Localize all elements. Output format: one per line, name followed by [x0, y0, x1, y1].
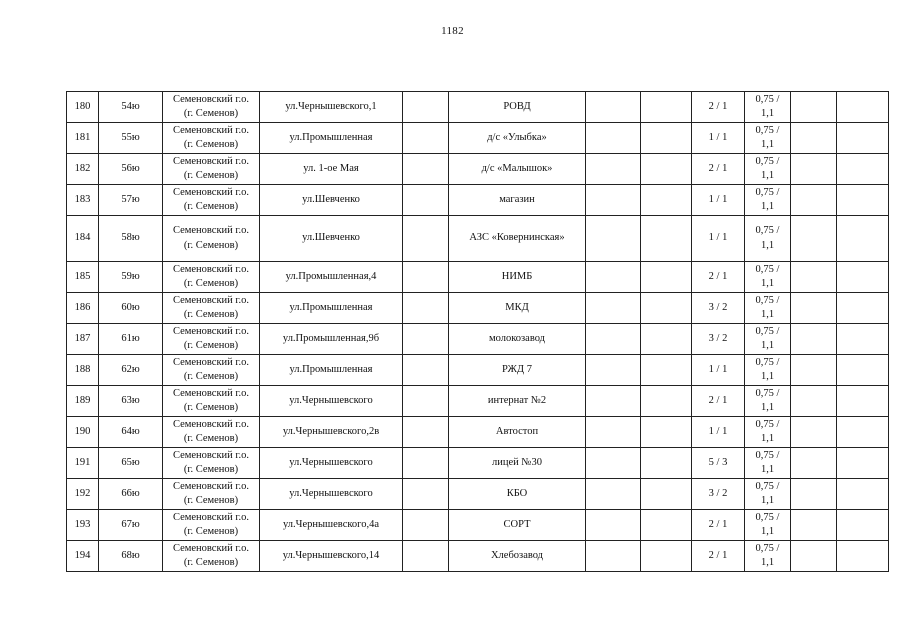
district-cell-line: Семеновский г.о. — [172, 325, 250, 337]
row-number-cell: 185 — [67, 262, 99, 293]
object-cell: АЗС «Ковернинская» — [449, 216, 586, 262]
district-cell-line: (г. Семенов) — [183, 433, 239, 444]
table-row — [67, 417, 889, 448]
empty-cell — [586, 541, 641, 572]
empty-cell — [641, 386, 692, 417]
table-row — [67, 262, 889, 293]
ratio-cell: 2 / 1 — [692, 510, 745, 541]
coefficient-cell-line: 1,1 — [760, 201, 775, 212]
ratio-cell: 3 / 2 — [692, 293, 745, 324]
empty-cell — [586, 262, 641, 293]
empty-cell — [791, 386, 837, 417]
coefficient-cell-line: 0,75 / — [755, 418, 780, 430]
code-cell: 58ю — [99, 216, 163, 262]
code-cell: 63ю — [99, 386, 163, 417]
coefficient-cell-line: 1,1 — [760, 239, 775, 251]
coefficient-cell-line: 0,75 / — [755, 387, 780, 399]
coefficient-cell — [745, 448, 791, 479]
data-table — [66, 91, 889, 572]
coefficient-cell — [745, 479, 791, 510]
empty-cell — [837, 262, 889, 293]
coefficient-cell-line: 0,75 / — [755, 449, 780, 461]
coefficient-cell — [745, 216, 791, 262]
coefficient-cell-line: 1,1 — [760, 108, 775, 119]
table-row — [67, 541, 889, 572]
empty-cell — [586, 386, 641, 417]
district-cell-line: (г. Семенов) — [183, 278, 239, 289]
district-cell-line: (г. Семенов) — [183, 371, 239, 382]
district-cell-line: Семеновский г.о. — [172, 155, 250, 167]
table-row — [67, 123, 889, 154]
coefficient-cell-line: 0,75 / — [755, 93, 780, 105]
empty-cell — [403, 216, 449, 262]
empty-cell — [641, 92, 692, 123]
district-cell-line: Семеновский г.о. — [172, 186, 250, 198]
coefficient-cell-line: 0,75 / — [755, 294, 780, 306]
address-cell: ул.Шевченко — [260, 185, 403, 216]
empty-cell — [403, 123, 449, 154]
row-number-cell: 194 — [67, 541, 99, 572]
coefficient-cell — [745, 293, 791, 324]
district-cell-line: Семеновский г.о. — [172, 511, 250, 523]
empty-cell — [837, 154, 889, 185]
code-cell: 60ю — [99, 293, 163, 324]
district-cell-line: Семеновский г.о. — [172, 124, 250, 136]
address-cell: ул.Промышленная,9б — [260, 324, 403, 355]
empty-cell — [837, 355, 889, 386]
empty-cell — [403, 417, 449, 448]
table-row — [67, 92, 889, 123]
district-cell-line: (г. Семенов) — [183, 526, 239, 537]
object-cell: лицей №30 — [449, 448, 586, 479]
code-cell: 65ю — [99, 448, 163, 479]
coefficient-cell — [745, 123, 791, 154]
row-number-cell: 193 — [67, 510, 99, 541]
empty-cell — [586, 510, 641, 541]
district-cell-line: Семеновский г.о. — [172, 480, 250, 492]
code-cell: 62ю — [99, 355, 163, 386]
address-cell: ул.Промышленная — [260, 293, 403, 324]
coefficient-cell-line: 0,75 / — [755, 186, 780, 198]
empty-cell — [403, 448, 449, 479]
coefficient-cell-line: 0,75 / — [755, 542, 780, 554]
empty-cell — [791, 123, 837, 154]
district-cell-line: (г. Семенов) — [183, 201, 239, 212]
empty-cell — [641, 293, 692, 324]
row-number-cell: 183 — [67, 185, 99, 216]
district-cell — [163, 92, 260, 123]
district-cell-line: Семеновский г.о. — [172, 387, 250, 399]
district-cell — [163, 293, 260, 324]
district-cell-line: Семеновский г.о. — [172, 356, 250, 368]
ratio-cell: 1 / 1 — [692, 185, 745, 216]
district-cell-line: (г. Семенов) — [183, 108, 239, 119]
empty-cell — [403, 324, 449, 355]
table-row — [67, 324, 889, 355]
district-cell-line: Семеновский г.о. — [172, 542, 250, 554]
coefficient-cell-line: 1,1 — [760, 139, 775, 150]
address-cell: ул.Промышленная — [260, 355, 403, 386]
code-cell: 56ю — [99, 154, 163, 185]
coefficient-cell-line: 1,1 — [760, 402, 775, 413]
empty-cell — [791, 216, 837, 262]
code-cell: 59ю — [99, 262, 163, 293]
coefficient-cell-line: 1,1 — [760, 557, 775, 568]
object-cell: д/с «Улыбка» — [449, 123, 586, 154]
address-cell: ул.Промышленная,4 — [260, 262, 403, 293]
object-cell: МКД — [449, 293, 586, 324]
object-cell: РЖД 7 — [449, 355, 586, 386]
address-cell: ул.Чернышевского — [260, 386, 403, 417]
empty-cell — [641, 262, 692, 293]
ratio-cell: 1 / 1 — [692, 355, 745, 386]
row-number-cell: 191 — [67, 448, 99, 479]
coefficient-cell-line: 1,1 — [760, 495, 775, 506]
district-cell — [163, 324, 260, 355]
table-body — [67, 92, 889, 572]
empty-cell — [586, 123, 641, 154]
address-cell: ул.Промышленная — [260, 123, 403, 154]
district-cell-line: Семеновский г.о. — [172, 418, 250, 430]
coefficient-cell-line: 0,75 / — [755, 325, 780, 337]
ratio-cell: 1 / 1 — [692, 417, 745, 448]
empty-cell — [403, 92, 449, 123]
coefficient-cell — [745, 355, 791, 386]
empty-cell — [791, 324, 837, 355]
district-cell — [163, 262, 260, 293]
address-cell: ул.Чернышевского — [260, 479, 403, 510]
district-cell-line: (г. Семенов) — [183, 402, 239, 413]
empty-cell — [586, 479, 641, 510]
empty-cell — [791, 510, 837, 541]
empty-cell — [837, 185, 889, 216]
code-cell: 66ю — [99, 479, 163, 510]
empty-cell — [403, 386, 449, 417]
row-number-cell: 188 — [67, 355, 99, 386]
address-cell: ул.Чернышевского — [260, 448, 403, 479]
district-cell — [163, 541, 260, 572]
table-row — [67, 216, 889, 262]
empty-cell — [403, 355, 449, 386]
district-cell-line: (г. Семенов) — [183, 495, 239, 506]
district-cell — [163, 154, 260, 185]
empty-cell — [403, 185, 449, 216]
code-cell: 55ю — [99, 123, 163, 154]
empty-cell — [837, 448, 889, 479]
empty-cell — [586, 216, 641, 262]
empty-cell — [403, 479, 449, 510]
coefficient-cell-line: 0,75 / — [755, 480, 780, 492]
coefficient-cell-line: 1,1 — [760, 309, 775, 320]
empty-cell — [586, 324, 641, 355]
object-cell: СОРТ — [449, 510, 586, 541]
code-cell: 64ю — [99, 417, 163, 448]
row-number-cell: 192 — [67, 479, 99, 510]
empty-cell — [641, 123, 692, 154]
coefficient-cell — [745, 154, 791, 185]
district-cell-line: (г. Семенов) — [183, 309, 239, 320]
empty-cell — [403, 541, 449, 572]
address-cell: ул.Чернышевского,4а — [260, 510, 403, 541]
district-cell — [163, 479, 260, 510]
object-cell: д/с «Малышок» — [449, 154, 586, 185]
empty-cell — [586, 293, 641, 324]
district-cell-line: Семеновский г.о. — [172, 225, 250, 236]
object-cell: магазин — [449, 185, 586, 216]
table-row — [67, 293, 889, 324]
ratio-cell: 2 / 1 — [692, 92, 745, 123]
empty-cell — [837, 510, 889, 541]
district-cell-line: Семеновский г.о. — [172, 449, 250, 461]
empty-cell — [586, 355, 641, 386]
empty-cell — [586, 92, 641, 123]
empty-cell — [791, 448, 837, 479]
table-row — [67, 154, 889, 185]
row-number-cell: 186 — [67, 293, 99, 324]
empty-cell — [641, 216, 692, 262]
empty-cell — [791, 417, 837, 448]
table-row — [67, 386, 889, 417]
empty-cell — [586, 154, 641, 185]
object-cell: НИМБ — [449, 262, 586, 293]
coefficient-cell — [745, 92, 791, 123]
coefficient-cell-line: 0,75 / — [755, 225, 780, 236]
coefficient-cell — [745, 510, 791, 541]
empty-cell — [641, 510, 692, 541]
table-row — [67, 355, 889, 386]
address-cell: ул. 1-ое Мая — [260, 154, 403, 185]
coefficient-cell — [745, 417, 791, 448]
district-cell-line: (г. Семенов) — [183, 170, 239, 181]
object-cell: Автостоп — [449, 417, 586, 448]
object-cell: молокозавод — [449, 324, 586, 355]
empty-cell — [403, 510, 449, 541]
ratio-cell: 5 / 3 — [692, 448, 745, 479]
district-cell — [163, 510, 260, 541]
coefficient-cell — [745, 324, 791, 355]
object-cell: КБО — [449, 479, 586, 510]
district-cell-line: (г. Семенов) — [183, 239, 239, 251]
code-cell: 57ю — [99, 185, 163, 216]
ratio-cell: 2 / 1 — [692, 541, 745, 572]
page-number: 1182 — [441, 25, 464, 37]
coefficient-cell — [745, 262, 791, 293]
district-cell — [163, 355, 260, 386]
empty-cell — [837, 479, 889, 510]
ratio-cell: 3 / 2 — [692, 479, 745, 510]
empty-cell — [791, 92, 837, 123]
code-cell: 68ю — [99, 541, 163, 572]
district-cell-line: Семеновский г.о. — [172, 294, 250, 306]
district-cell-line: (г. Семенов) — [183, 464, 239, 475]
coefficient-cell-line: 1,1 — [760, 526, 775, 537]
district-cell-line: Семеновский г.о. — [172, 93, 250, 105]
district-cell — [163, 216, 260, 262]
district-cell-line: (г. Семенов) — [183, 139, 239, 150]
empty-cell — [403, 262, 449, 293]
empty-cell — [837, 324, 889, 355]
coefficient-cell-line: 0,75 / — [755, 511, 780, 523]
address-cell: ул.Шевченко — [260, 216, 403, 262]
code-cell: 54ю — [99, 92, 163, 123]
address-cell: ул.Чернышевского,14 — [260, 541, 403, 572]
empty-cell — [586, 185, 641, 216]
empty-cell — [791, 355, 837, 386]
coefficient-cell-line: 0,75 / — [755, 356, 780, 368]
empty-cell — [641, 417, 692, 448]
district-cell — [163, 123, 260, 154]
empty-cell — [837, 293, 889, 324]
empty-cell — [837, 417, 889, 448]
empty-cell — [641, 448, 692, 479]
coefficient-cell-line: 1,1 — [760, 278, 775, 289]
empty-cell — [791, 541, 837, 572]
ratio-cell: 3 / 2 — [692, 324, 745, 355]
ratio-cell: 1 / 1 — [692, 123, 745, 154]
coefficient-cell-line: 1,1 — [760, 170, 775, 181]
table-row — [67, 510, 889, 541]
coefficient-cell-line: 1,1 — [760, 433, 775, 444]
coefficient-cell-line: 0,75 / — [755, 124, 780, 136]
coefficient-cell — [745, 386, 791, 417]
row-number-cell: 190 — [67, 417, 99, 448]
empty-cell — [403, 293, 449, 324]
empty-cell — [791, 293, 837, 324]
coefficient-cell-line: 1,1 — [760, 371, 775, 382]
district-cell-line: Семеновский г.о. — [172, 263, 250, 275]
empty-cell — [641, 154, 692, 185]
code-cell: 61ю — [99, 324, 163, 355]
district-cell — [163, 386, 260, 417]
empty-cell — [837, 123, 889, 154]
empty-cell — [586, 448, 641, 479]
district-cell-line: (г. Семенов) — [183, 340, 239, 351]
table-row — [67, 448, 889, 479]
district-cell-line: (г. Семенов) — [183, 557, 239, 568]
row-number-cell: 184 — [67, 216, 99, 262]
empty-cell — [586, 417, 641, 448]
empty-cell — [403, 154, 449, 185]
row-number-cell: 187 — [67, 324, 99, 355]
table-row — [67, 479, 889, 510]
empty-cell — [641, 324, 692, 355]
district-cell — [163, 185, 260, 216]
empty-cell — [837, 541, 889, 572]
coefficient-cell-line: 1,1 — [760, 464, 775, 475]
coefficient-cell — [745, 541, 791, 572]
table-row — [67, 185, 889, 216]
empty-cell — [837, 216, 889, 262]
empty-cell — [791, 154, 837, 185]
ratio-cell: 1 / 1 — [692, 216, 745, 262]
empty-cell — [791, 479, 837, 510]
code-cell: 67ю — [99, 510, 163, 541]
ratio-cell: 2 / 1 — [692, 386, 745, 417]
object-cell: интернат №2 — [449, 386, 586, 417]
ratio-cell: 2 / 1 — [692, 262, 745, 293]
coefficient-cell-line: 0,75 / — [755, 155, 780, 167]
district-cell — [163, 448, 260, 479]
empty-cell — [791, 185, 837, 216]
empty-cell — [641, 541, 692, 572]
coefficient-cell — [745, 185, 791, 216]
row-number-cell: 181 — [67, 123, 99, 154]
object-cell: Хлебозавод — [449, 541, 586, 572]
empty-cell — [791, 262, 837, 293]
row-number-cell: 189 — [67, 386, 99, 417]
empty-cell — [641, 479, 692, 510]
address-cell: ул.Чернышевского,1 — [260, 92, 403, 123]
empty-cell — [837, 386, 889, 417]
ratio-cell: 2 / 1 — [692, 154, 745, 185]
row-number-cell: 182 — [67, 154, 99, 185]
row-number-cell: 180 — [67, 92, 99, 123]
empty-cell — [641, 185, 692, 216]
object-cell: РОВД — [449, 92, 586, 123]
coefficient-cell-line: 1,1 — [760, 340, 775, 351]
coefficient-cell-line: 0,75 / — [755, 263, 780, 275]
district-cell — [163, 417, 260, 448]
empty-cell — [641, 355, 692, 386]
address-cell: ул.Чернышевского,2в — [260, 417, 403, 448]
empty-cell — [837, 92, 889, 123]
